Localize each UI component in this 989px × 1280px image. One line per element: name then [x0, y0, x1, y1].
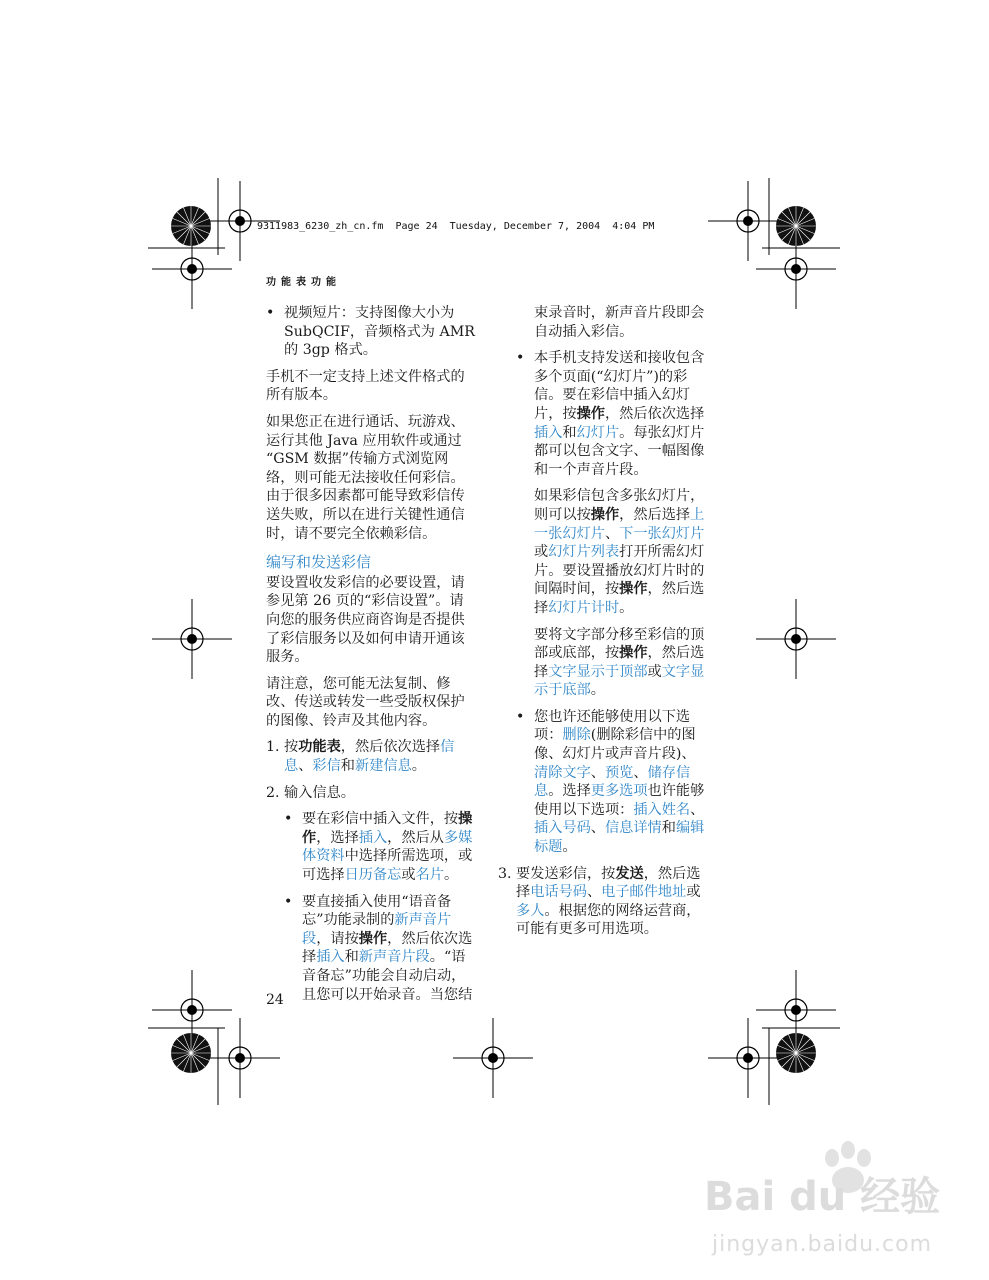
- svg-text:Bai du 经验: Bai du 经验: [704, 1174, 941, 1220]
- sub-bullet-voice: • 要直接插入使用“语音备 忘”功能录制的新声音片 段，请按操作，然后依次选 择插入和新声音片段。“语 音备忘”功能会自动启动， 且您可以开始录音。当您结: [284, 893, 473, 1003]
- link-many[interactable]: 多人: [516, 902, 545, 919]
- link-insert[interactable]: 插入: [358, 829, 388, 846]
- link-slide[interactable]: 幻灯片: [576, 424, 620, 441]
- link-insert-2[interactable]: 插入: [316, 949, 345, 966]
- link-message-details[interactable]: 信息详情: [604, 820, 662, 837]
- bullet-slides: • 本手机支持发送和接收包含 多个页面(“幻灯片”)的彩 信。要在彩信中插入幻灯 片，按操作，然后依次选择 插入和幻灯片。每张幻灯片 都可以包含文字、一幅图像 和一个声音片段。: [516, 350, 705, 478]
- link-text-on-top[interactable]: 文字显示于顶部: [548, 663, 648, 680]
- link-list-of-slides[interactable]: 幻灯片列表: [548, 544, 620, 561]
- left-column: [266, 304, 486, 1012]
- para-settings: 要设置收发彩信的必要设置，请 参见第 26 页的“彩信设置”。请 向您的服务供应商咨询是否提供 了彩信服务以及如何申请开通该 服务。: [266, 574, 465, 666]
- step-2: 2. 输入信息。: [266, 784, 355, 801]
- step-1: 1. 按功能表，然后依次选择信 息、彩信和新建信息。: [266, 739, 455, 775]
- link-insert-number[interactable]: 插入号码: [534, 820, 591, 837]
- sub-bullet-insert-file: • 要在彩信中插入文件，按操 作，选择插入，然后从多媒 体资料中选择所需选项，或 可选择日历备忘或名片。: [284, 811, 473, 884]
- link-gallery[interactable]: 多媒: [443, 829, 473, 846]
- link-email-address[interactable]: 电子邮件地址: [601, 884, 687, 901]
- section-title: 功能表功能: [266, 277, 341, 288]
- link-previous-slide[interactable]: 上: [690, 506, 705, 523]
- link-create-message[interactable]: 新建信息: [355, 758, 412, 775]
- para-formats: 手机不一定支持上述文件格式的 所有版本。: [266, 368, 465, 404]
- section-heading: 编写和发送彩信: [266, 553, 372, 572]
- link-phone-number[interactable]: 电话号码: [530, 884, 587, 901]
- link-delete[interactable]: 删除: [562, 727, 591, 744]
- link-insert-3[interactable]: 插入: [534, 424, 563, 441]
- link-new-sound-clip-2[interactable]: 新声音片段: [358, 949, 430, 966]
- link-messages[interactable]: 信: [440, 739, 455, 756]
- continuation: 束录音时，新声音片段即会 自动插入彩信。: [534, 305, 705, 340]
- link-new-sound-clip[interactable]: 新声音片: [394, 912, 452, 929]
- link-insert-name[interactable]: 插入姓名: [633, 801, 691, 818]
- menu-term: 功能表: [298, 739, 341, 756]
- right-column: [498, 304, 723, 947]
- link-more-options[interactable]: 更多选项: [590, 783, 648, 800]
- print-header: 9311983_6230_zh_cn.fm Page 24 Tuesday, December 7, 2004 4:04 PM: [257, 221, 655, 232]
- baidu-paw-icon: [700, 1128, 960, 1228]
- link-text-on-bottom[interactable]: 文字显: [661, 663, 705, 680]
- link-preview[interactable]: 预览: [604, 764, 634, 781]
- step-3: 3. 要发送彩信，按发送，然后选 择电话号码、电子邮件地址或 多人。根据您的网络运营商， 可能有更多可用选项。: [498, 865, 701, 938]
- link-edit-subject[interactable]: 编辑: [675, 820, 705, 837]
- link-next-slide[interactable]: 下一张幻灯片: [619, 525, 705, 542]
- para-multiple-slides: 如果彩信包含多张幻灯片， 则可以按操作，然后选择上 一张幻灯片、下一张幻灯片 或幻灯片列表打开所需幻灯 片。要设置播放幻灯片时的 间隔时间，按操作，然后选 择幻灯片计时。: [534, 488, 705, 616]
- link-slide-timing[interactable]: 幻灯片计时: [548, 599, 620, 616]
- link-mms[interactable]: 彩信: [312, 758, 341, 775]
- watermark-url: jingyan.baidu.com: [712, 1232, 933, 1257]
- para-calls: 如果您正在进行通话、玩游戏、 运行其他 Java 应用软件或通过 “GSM 数据”传输方式浏览网 络，则可能无法接收任何彩信。 由于很多因素都可能导致彩信传 送失败，所以在进行关键性通信 时，请不要完全依赖彩信。: [266, 413, 465, 542]
- link-calendar-note[interactable]: 日历备忘: [344, 867, 402, 884]
- page-number: 24: [266, 992, 284, 1008]
- para-move-text: 要将文字部分移至彩信的顶 部或底部，按操作，然后选 择文字显示于顶部或文字显 示于底部。: [534, 626, 705, 699]
- bullet-video: • 视频短片：支持图像大小为 SubQCIF，音频格式为 AMR 的 3gp 格式。: [266, 305, 475, 359]
- para-copyright: 请注意，您可能无法复制、修 改、传送或转发一些受版权保护 的图像、铃声及其他内容。: [266, 675, 465, 729]
- bullet-options: • 您也许还能够使用以下选 项：删除(删除彩信中的图 像、幻灯片或声音片段)、 清除文字、预览、储存信 息。选择更多选项也许能够 使用以下选项：插入姓名、 插入号码、信息详情和编辑 标题。: [516, 708, 705, 856]
- link-business-card[interactable]: 名片: [415, 867, 444, 884]
- link-delete-text[interactable]: 清除文字: [534, 764, 591, 781]
- link-save-message[interactable]: 储存信: [647, 764, 691, 781]
